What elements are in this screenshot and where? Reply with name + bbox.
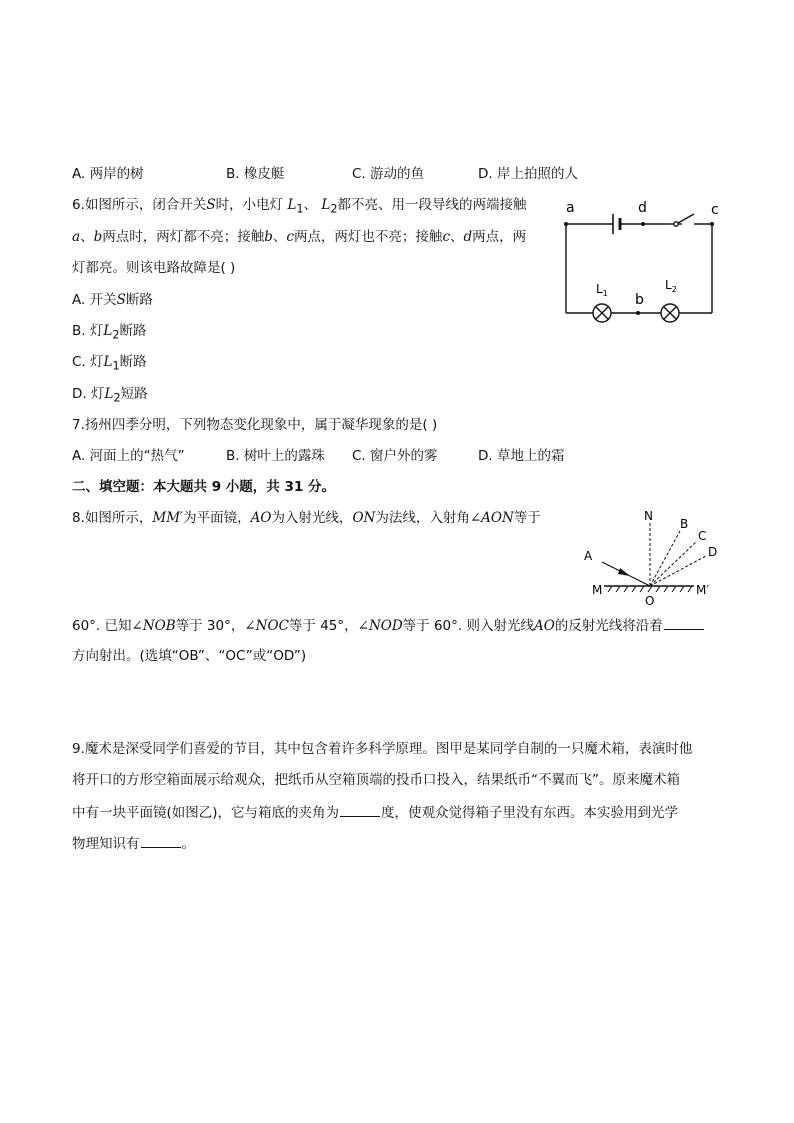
q6-option-c: C. 灯$L_1$断路	[72, 354, 147, 373]
q9-stem-line-3: 中有一块平面镜(如图乙)，它与箱底的夹角为 度，使观众觉得箱子里没有东西。本实验用到光学	[72, 802, 678, 823]
circuit-label-b: b	[635, 292, 644, 308]
circuit-label-l2: $L_2$	[665, 278, 677, 294]
q6-option-a: A. 开关S断路	[72, 292, 153, 308]
circuit-label-l1: $L_1$	[596, 282, 608, 298]
q6-option-d: D. 灯$L_2$短路	[72, 386, 148, 405]
circuit-diagram	[558, 196, 728, 326]
incident-arrowhead	[618, 568, 630, 576]
q8-stem-line-1: 8.如图所示，MM′为平面镜，AO为入射光线，ON为法线，入射角∠AON等于	[72, 510, 541, 526]
q5-option-c: C. 游动的鱼	[352, 166, 425, 182]
junction-dot-b	[636, 311, 640, 315]
q6-stem-line-1: 6.如图所示，闭合开关S时，小电灯 $L_1$、 $L_2$都不亮、用一段导线的两端接触	[72, 197, 527, 216]
q9-stem-line-2: 将开口的方形空箱面展示给观众，把纸币从空箱顶端的投币口投入，结果纸币“不翼而飞”。原来魔术箱	[72, 772, 680, 788]
circuit-label-a: a	[566, 200, 575, 216]
section-heading: 二、填空题：本大题共 9 小题，共 31 分。	[72, 479, 335, 495]
fig-label-a: A	[584, 549, 593, 563]
fig-label-n: N	[644, 509, 653, 523]
junction-dot-c	[710, 222, 714, 226]
junction-dot-d	[641, 222, 645, 226]
reflection-diagram	[582, 508, 732, 608]
q8-answer-blank[interactable]	[664, 615, 704, 630]
q7-option-c: C. 窗户外的雾	[352, 448, 438, 464]
q9-stem-line-4: 物理知识有 。	[72, 833, 195, 854]
q5-option-b: B. 橡皮艇	[226, 166, 285, 182]
q9-knowledge-blank[interactable]	[141, 833, 181, 848]
q9-stem-line-1: 9.魔术是深受同学们喜爱的节目，其中包含着许多科学原理。图甲是某同学自制的一只魔术箱，表演时他	[72, 741, 693, 757]
fig-label-c: C	[698, 529, 707, 543]
q7-stem: 7.扬州四季分明，下列物态变化现象中，属于凝华现象的是( )	[72, 417, 438, 433]
circuit-label-d: d	[638, 200, 647, 216]
fig-label-d: D	[708, 545, 718, 559]
q6-stem-line-3: 灯都亮。则该电路故障是( )	[72, 260, 236, 276]
q7-option-b: B. 树叶上的露珠	[226, 448, 325, 464]
junction-dot-a	[564, 222, 568, 226]
q5-option-a: A. 两岸的树	[72, 166, 144, 182]
fig-label-m: M	[592, 583, 603, 597]
fig-label-o: O	[645, 594, 655, 608]
circuit-label-c: c	[711, 202, 719, 218]
q5-option-d: D. 岸上拍照的人	[478, 166, 578, 182]
fig-label-m-prime: M′	[696, 583, 710, 597]
q9-angle-blank[interactable]	[340, 802, 380, 817]
q7-option-d: D. 草地上的霜	[478, 448, 565, 464]
lamp-l2	[661, 304, 679, 322]
q7-option-a: A. 河面上的“热气”	[72, 448, 185, 464]
fig-label-b: B	[680, 517, 689, 531]
lamp-l1	[593, 304, 611, 322]
q8-stem-line-3: 方向射出。(选填“OB”、“OC”或“OD”)	[72, 648, 307, 664]
q6-stem-line-2: a、b两点时，两灯都不亮；接触b、c两点，两灯也不亮；接触c、d两点，两	[72, 229, 527, 245]
q6-option-b: B. 灯$L_2$断路	[72, 323, 147, 342]
q8-stem-line-2: 60°. 已知∠NOB等于 30°，∠NOC等于 45°，∠NOD等于 60°. 则入射光线AO的反射光线将沿着	[72, 615, 705, 636]
